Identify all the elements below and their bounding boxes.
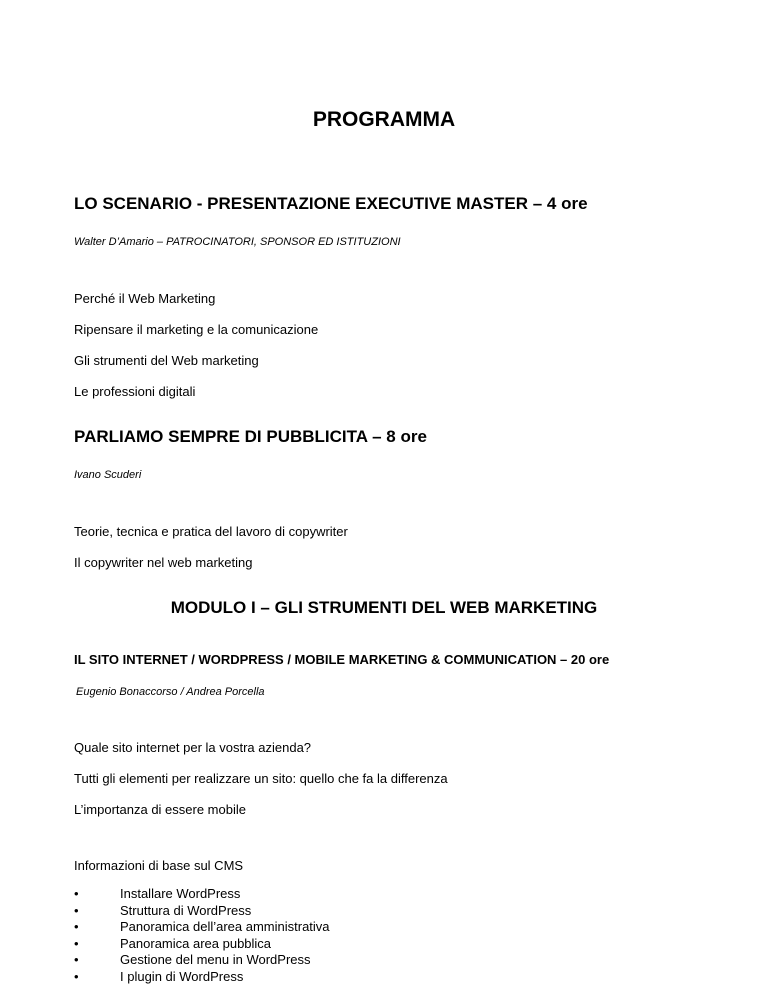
bullet-item: • Installare WordPress bbox=[74, 886, 241, 901]
module-author: Eugenio Bonaccorso / Andrea Porcella bbox=[76, 686, 265, 698]
list-item: Perché il Web Marketing bbox=[74, 291, 216, 306]
list-item: Teorie, tecnica e pratica del lavoro di copywriter bbox=[74, 524, 348, 539]
list-item: Quale sito internet per la vostra azienda? bbox=[74, 740, 312, 755]
bullet-item: • Panoramica area pubblica bbox=[74, 935, 272, 951]
section-heading-scenario: LO SCENARIO - PRESENTAZIONE EXECUTIVE MASTER – 4 ore bbox=[74, 194, 588, 213]
bullet-item: • Gestione del menu in WordPress bbox=[74, 952, 311, 968]
bullet-item: • Panoramica dell’area amministrativa bbox=[74, 919, 330, 935]
module-subheading: IL SITO INTERNET / WORDPRESS / MOBILE MARKETING & COMMUNICATION – 20 ore bbox=[74, 652, 610, 667]
bullet-icon: • bbox=[74, 968, 79, 984]
list-item: Tutti gli elementi per realizzare un sito: quello che fa la differenza bbox=[74, 771, 448, 786]
section-author-pubblicita: Ivano Scuderi bbox=[74, 469, 142, 481]
list-item: Il copywriter nel web marketing bbox=[74, 555, 253, 570]
bullet-icon: • bbox=[74, 886, 79, 901]
bullet-item: • Struttura di WordPress bbox=[74, 902, 252, 918]
list-item: Le professioni digitali bbox=[74, 384, 196, 399]
bullet-icon: • bbox=[74, 952, 79, 968]
bullet-item: • I plugin di WordPress bbox=[74, 968, 244, 984]
list-item: Gli strumenti del Web marketing bbox=[74, 353, 259, 368]
cms-heading: Informazioni di base sul CMS bbox=[74, 858, 244, 873]
bullet-icon: • bbox=[74, 935, 79, 951]
bullet-icon: • bbox=[74, 919, 79, 935]
section-heading-pubblicita: PARLIAMO SEMPRE DI PUBBLICITA – 8 ore bbox=[74, 427, 427, 446]
cms-bullet-list bbox=[74, 886, 330, 986]
page-title: PROGRAMMA bbox=[312, 108, 456, 131]
module-heading: MODULO I – GLI STRUMENTI DEL WEB MARKETING bbox=[170, 598, 598, 617]
list-item: Ripensare il marketing e la comunicazione bbox=[74, 322, 319, 337]
section-author-scenario: Walter D’Amario – PATROCINATORI, SPONSOR ED ISTITUZIONI bbox=[74, 236, 401, 248]
list-item: L’importanza di essere mobile bbox=[74, 802, 246, 817]
bullet-icon: • bbox=[74, 902, 79, 918]
